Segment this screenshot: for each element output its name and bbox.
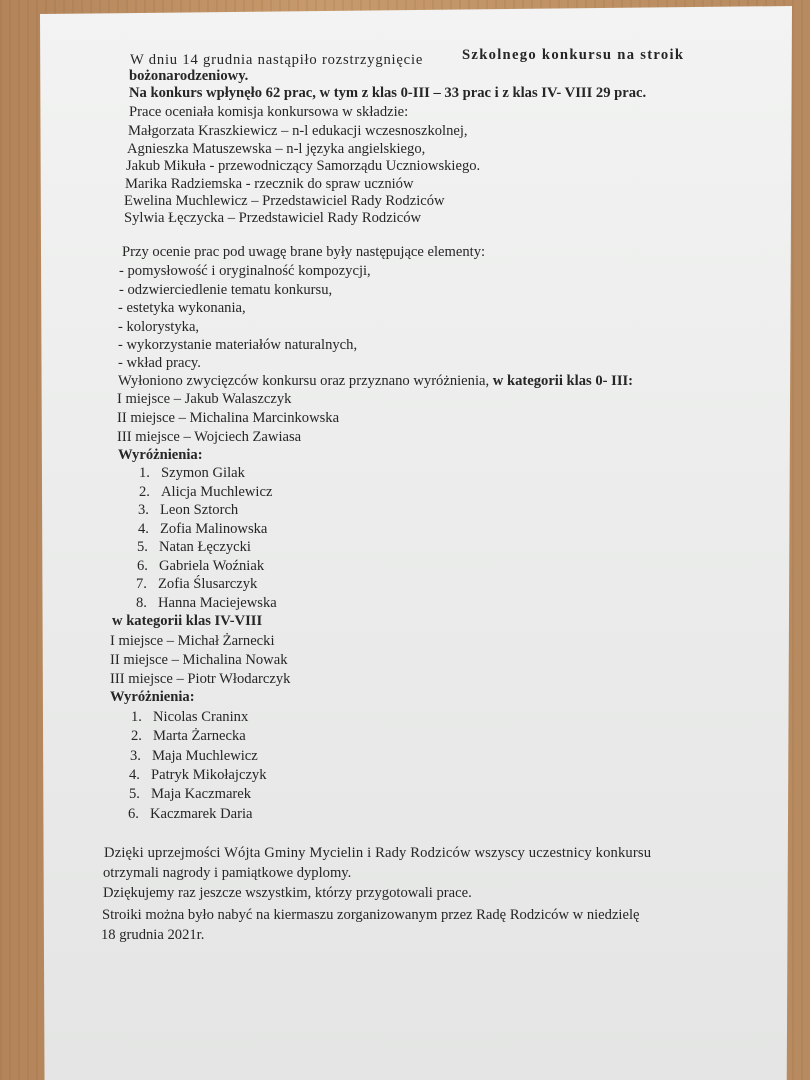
category-2-title: w kategorii klas IV-VIII <box>112 613 263 629</box>
honor-item <box>131 710 248 725</box>
honor-number: 3. <box>138 502 149 518</box>
honor-item <box>138 503 238 518</box>
committee-member: Marika Radziemska - rzecznik do spraw uczniów <box>125 176 414 192</box>
criteria-item: - pomysłowość i oryginalność kompozycji, <box>119 263 371 279</box>
honor-item <box>139 466 245 481</box>
honor-number: 6. <box>128 806 139 822</box>
honor-item <box>128 807 253 822</box>
honor-name: Maja Kaczmarek <box>151 786 252 802</box>
honor-name: Maja Muchlewicz <box>152 748 258 764</box>
intro-line-4: Prace oceniała komisja konkursowa w składzie: <box>129 104 409 120</box>
intro-line-3: Na konkurs wpłynęło 62 prac, w tym z klas 0-III – 33 prac i z klas IV- VIII 29 prac. <box>129 85 647 101</box>
criteria-item: - kolorystyka, <box>118 319 200 335</box>
honor-item <box>131 729 246 744</box>
honor-item <box>130 749 258 764</box>
honor-number: 1. <box>131 709 142 725</box>
honor-name: Zofia Malinowska <box>160 521 268 537</box>
closing-line: Stroiki można było nabyć na kiermaszu zorganizowanym przez Radę Rodziców w niedzielę <box>102 907 640 923</box>
intro-line-1a: W dniu 14 grudnia nastąpiło rozstrzygnięcie <box>130 52 424 68</box>
honor-item <box>129 768 267 783</box>
honor-name: Marta Żarnecka <box>153 728 246 744</box>
place-line: II miejsce – Michalina Nowak <box>110 652 288 668</box>
honor-number: 4. <box>129 767 140 783</box>
honor-name: Leon Sztorch <box>160 502 239 518</box>
category-1-title: w kategorii klas 0- III: <box>492 373 634 389</box>
honor-name: Zofia Ślusarczyk <box>158 576 258 592</box>
honor-name: Patryk Mikołajczyk <box>151 767 267 783</box>
closing-line: Dziękujemy raz jeszcze wszystkim, którzy przygotowali prace. <box>103 885 472 901</box>
category-1-intro <box>118 374 633 389</box>
honor-item <box>136 596 277 611</box>
category-1-lead: Wyłoniono zwycięzców konkursu oraz przyznano wyróżnienia, <box>118 373 493 389</box>
committee-member: Sylwia Łęczycka – Przedstawiciel Rady Rodziców <box>124 210 422 226</box>
place-line: I miejsce – Michał Żarnecki <box>110 633 275 649</box>
place-line: II miejsce – Michalina Marcinkowska <box>117 410 340 426</box>
honor-number: 7. <box>136 576 147 592</box>
honor-item <box>136 577 257 592</box>
honors-heading: Wyróżnienia: <box>118 447 203 463</box>
committee-member: Jakub Mikuła - przewodniczący Samorządu Uczniowskiego. <box>126 158 481 174</box>
honor-number: 6. <box>137 558 148 574</box>
committee-member: Agnieszka Matuszewska – n-l języka angielskiego, <box>127 141 426 157</box>
closing-line: 18 grudnia 2021r. <box>101 927 205 943</box>
honor-name: Alicja Muchlewicz <box>161 484 273 500</box>
place-line: III miejsce – Piotr Włodarczyk <box>110 671 291 687</box>
honor-number: 2. <box>131 728 142 744</box>
intro-line-1b: Szkolnego konkursu na stroik <box>462 47 685 63</box>
honor-name: Nicolas Craninx <box>153 709 249 725</box>
honor-item <box>129 787 251 802</box>
criteria-item: - odzwierciedlenie tematu konkursu, <box>119 282 333 298</box>
honor-number: 5. <box>137 539 148 555</box>
honor-number: 1. <box>139 465 150 481</box>
honor-number: 4. <box>138 521 149 537</box>
criteria-item: - wykorzystanie materiałów naturalnych, <box>118 337 358 353</box>
honor-name: Kaczmarek Daria <box>150 806 253 822</box>
criteria-item: - estetyka wykonania, <box>118 300 246 316</box>
place-line: I miejsce – Jakub Walaszczyk <box>117 391 292 407</box>
committee-member: Ewelina Muchlewicz – Przedstawiciel Rady Rodziców <box>124 193 445 209</box>
honor-item <box>139 485 272 500</box>
intro-line-2: bożonarodzeniowy. <box>129 68 249 84</box>
honor-number: 2. <box>139 484 150 500</box>
honor-number: 5. <box>129 786 140 802</box>
closing-line: Dzięki uprzejmości Wójta Gminy Mycielin i Rady Rodziców wszyscy uczestnicy konkursu <box>104 845 652 861</box>
honor-name: Gabriela Woźniak <box>159 558 265 574</box>
honors-heading: Wyróżnienia: <box>110 689 195 705</box>
honor-name: Hanna Maciejewska <box>158 595 277 611</box>
closing-line: otrzymali nagrody i pamiątkowe dyplomy. <box>103 865 352 881</box>
place-line: III miejsce – Wojciech Zawiasa <box>117 429 302 445</box>
honor-item <box>138 522 267 537</box>
honor-name: Szymon Gilak <box>161 465 245 481</box>
honor-item <box>137 559 264 574</box>
honor-item <box>137 540 251 555</box>
honor-number: 8. <box>136 595 147 611</box>
honor-number: 3. <box>130 748 141 764</box>
honor-name: Natan Łęczycki <box>159 539 251 555</box>
criteria-item: - wkład pracy. <box>118 355 201 371</box>
committee-member: Małgorzata Kraszkiewicz – n-l edukacji wczesnoszkolnej, <box>128 123 468 139</box>
criteria-heading: Przy ocenie prac pod uwagę brane były następujące elementy: <box>122 244 486 260</box>
